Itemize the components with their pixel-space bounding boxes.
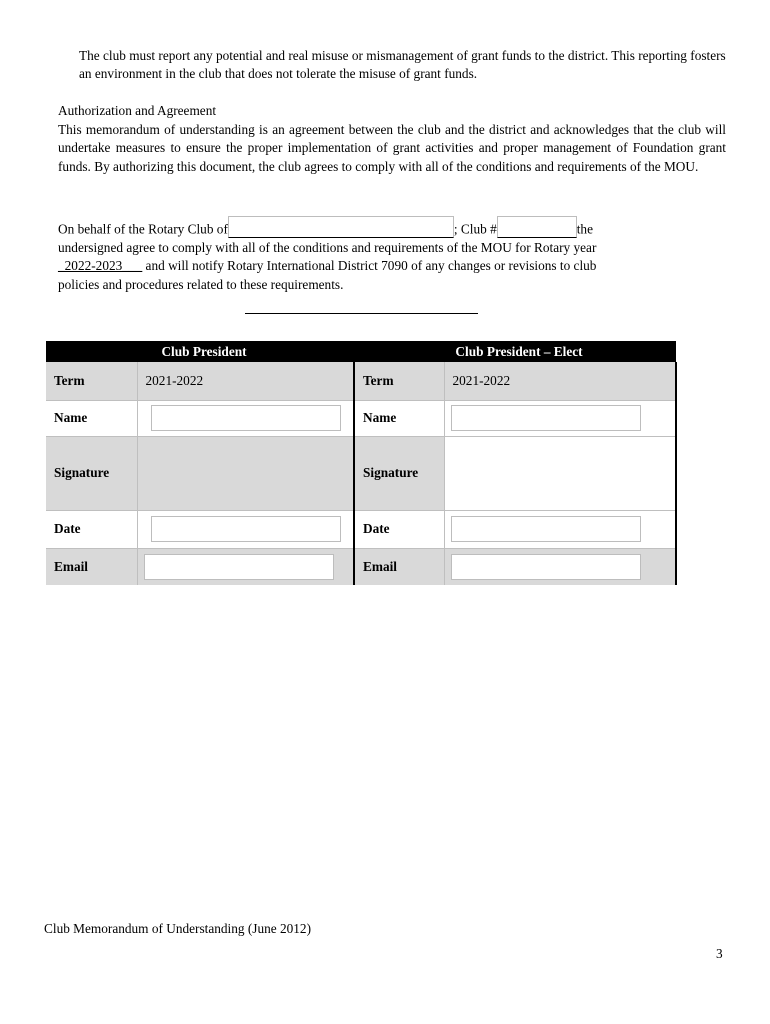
club-president-header: Club President bbox=[46, 341, 354, 362]
misuse-reporting-paragraph: The club must report any potential and real misuse or mismanagement of grant funds to the district. This reporting fosters an environment in the club that does not tolerate the misuse of grant funds. bbox=[79, 48, 726, 82]
agreement-line-3 bbox=[58, 257, 726, 275]
elect-signature-label: Signature bbox=[354, 436, 444, 510]
table-header-row bbox=[46, 341, 676, 362]
president-date-field[interactable] bbox=[151, 516, 341, 542]
rotary-year: _2022-2023___ bbox=[58, 258, 143, 274]
club-number-label: ; Club # bbox=[453, 221, 497, 237]
agreement-prefix: On behalf of the Rotary Club of bbox=[58, 221, 228, 237]
section-heading: Authorization and Agreement bbox=[58, 103, 217, 118]
president-email-field[interactable] bbox=[144, 554, 334, 580]
agreement-line-3-text: and will notify Rotary International District 7090 of any changes or revisions to club bbox=[145, 258, 597, 274]
agreement-line-1 bbox=[58, 216, 726, 239]
signature-table bbox=[46, 341, 677, 585]
president-name-field[interactable] bbox=[151, 405, 341, 431]
club-agreement-statement bbox=[58, 216, 726, 294]
agreement-line-4: policies and procedures related to these requirements. bbox=[58, 276, 344, 292]
elect-term-label: Term bbox=[354, 362, 444, 400]
club-name-input[interactable] bbox=[228, 216, 454, 238]
table-row-email bbox=[46, 548, 676, 585]
president-signature-label: Signature bbox=[46, 436, 137, 510]
elect-date-field[interactable] bbox=[451, 516, 641, 542]
elect-name-label: Name bbox=[354, 400, 444, 436]
president-term-value: 2021-2022 bbox=[137, 362, 354, 400]
club-number-input[interactable] bbox=[497, 216, 577, 238]
agreement-line-2: undersigned agree to comply with all of the conditions and requirements of the MOU for Rotary year bbox=[58, 240, 597, 255]
agreement-the: the bbox=[576, 221, 593, 237]
table-row-term bbox=[46, 362, 676, 400]
page-number: 3 bbox=[716, 946, 723, 961]
table-row-name bbox=[46, 400, 676, 436]
president-signature-field[interactable] bbox=[137, 436, 354, 510]
footer-text: Club Memorandum of Understanding (June 2012) bbox=[44, 921, 312, 936]
mou-agreement-paragraph: This memorandum of understanding is an agreement between the club and the district and acknowledges that the club will undertake measures to ensure the proper implementation of grant activities and proper management of Foundation grant funds. By authorizing this document, the club agrees to comply with all of the conditions and requirements of the MOU. bbox=[58, 122, 726, 174]
table-row-signature bbox=[46, 436, 676, 510]
elect-date-label: Date bbox=[354, 510, 444, 548]
president-term-label: Term bbox=[46, 362, 137, 400]
elect-term-value: 2021-2022 bbox=[444, 362, 676, 400]
president-date-label: Date bbox=[46, 510, 137, 548]
club-president-elect-header: Club President – Elect bbox=[354, 341, 676, 362]
president-email-label: Email bbox=[54, 558, 88, 574]
president-name-label: Name bbox=[46, 400, 137, 436]
signature-line bbox=[245, 313, 478, 314]
elect-name-field[interactable] bbox=[451, 405, 641, 431]
table-row-date bbox=[46, 510, 676, 548]
elect-email-field[interactable] bbox=[451, 554, 641, 580]
elect-email-label: Email bbox=[354, 548, 444, 585]
elect-signature-field[interactable] bbox=[444, 436, 676, 510]
